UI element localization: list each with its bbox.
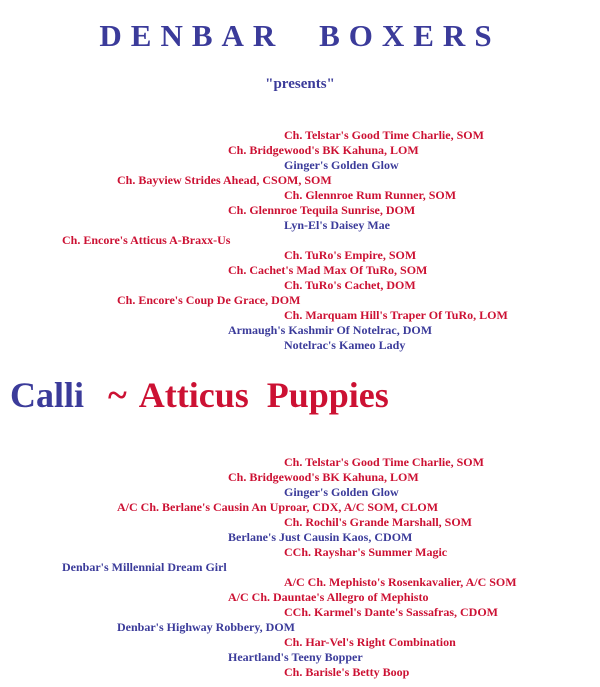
pedigree-line: A/C Ch. Dauntae's Allegro of Mephisto (228, 590, 429, 604)
pedigree-line: Lyn-El's Daisey Mae (284, 218, 391, 232)
pedigree-line: Ch. Marquam Hill's Traper Of TuRo, LOM (284, 308, 508, 322)
litter-separator: ~ (108, 375, 127, 415)
pedigree-line: Ginger's Golden Glow (284, 485, 399, 499)
pedigree-line: Ch. Telstar's Good Time Charlie, SOM (284, 128, 484, 142)
pedigree-line: Ch. Encore's Coup De Grace, DOM (117, 293, 301, 307)
pedigree-line: Ch. Glennroe Tequila Sunrise, DOM (228, 203, 416, 217)
pedigree-line: Ch. Barisle's Betty Boop (284, 665, 410, 679)
pedigree-line: Notelrac's Kameo Lady (284, 338, 406, 352)
pedigree-line: Ch. Bayview Strides Ahead, CSOM, SOM (117, 173, 332, 187)
pedigree-line: Denbar's Millennial Dream Girl (62, 560, 227, 574)
pedigree-line: A/C Ch. Berlane's Causin An Uproar, CDX, A/C SOM, CLOM (117, 500, 439, 514)
pedigree-line: Ch. Telstar's Good Time Charlie, SOM (284, 455, 484, 469)
pedigree-line: Ch. TuRo's Empire, SOM (284, 248, 417, 262)
pedigree-line: Ch. Har-Vel's Right Combination (284, 635, 456, 649)
pedigree-line: Armaugh's Kashmir Of Notelrac, DOM (228, 323, 433, 337)
pedigree-line: CCh. Karmel's Dante's Sassafras, CDOM (284, 605, 498, 619)
pedigree-line: A/C Ch. Mephisto's Rosenkavalier, A/C SOM (284, 575, 517, 589)
pedigree-line: Ch. Cachet's Mad Max Of TuRo, SOM (228, 263, 428, 277)
pedigree-line: Berlane's Just Causin Kaos, CDOM (228, 530, 413, 544)
litter-sire-name: Calli (10, 375, 85, 415)
pedigree-line: CCh. Rayshar's Summer Magic (284, 545, 448, 559)
pedigree-line: Ch. Glennroe Rum Runner, SOM (284, 188, 457, 202)
pedigree-line: Ch. Encore's Atticus A-Braxx-Us (62, 233, 231, 247)
pedigree-line: Ch. TuRo's Cachet, DOM (284, 278, 416, 292)
litter-puppies-title: Atticus Puppies (138, 375, 389, 415)
pedigree-line: Heartland's Teeny Bopper (228, 650, 363, 664)
litter-title (10, 374, 389, 416)
kennel-name: DENBAR BOXERS (99, 18, 501, 53)
pedigree-line: Ch. Bridgewood's BK Kahuna, LOM (228, 470, 419, 484)
pedigree-line: Denbar's Highway Robbery, DOM (117, 620, 296, 634)
pedigree-line: Ch. Rochil's Grande Marshall, SOM (284, 515, 473, 529)
pedigree-line: Ch. Bridgewood's BK Kahuna, LOM (228, 143, 419, 157)
presents-text: "presents" (265, 76, 335, 92)
pedigree-line: Ginger's Golden Glow (284, 158, 399, 172)
